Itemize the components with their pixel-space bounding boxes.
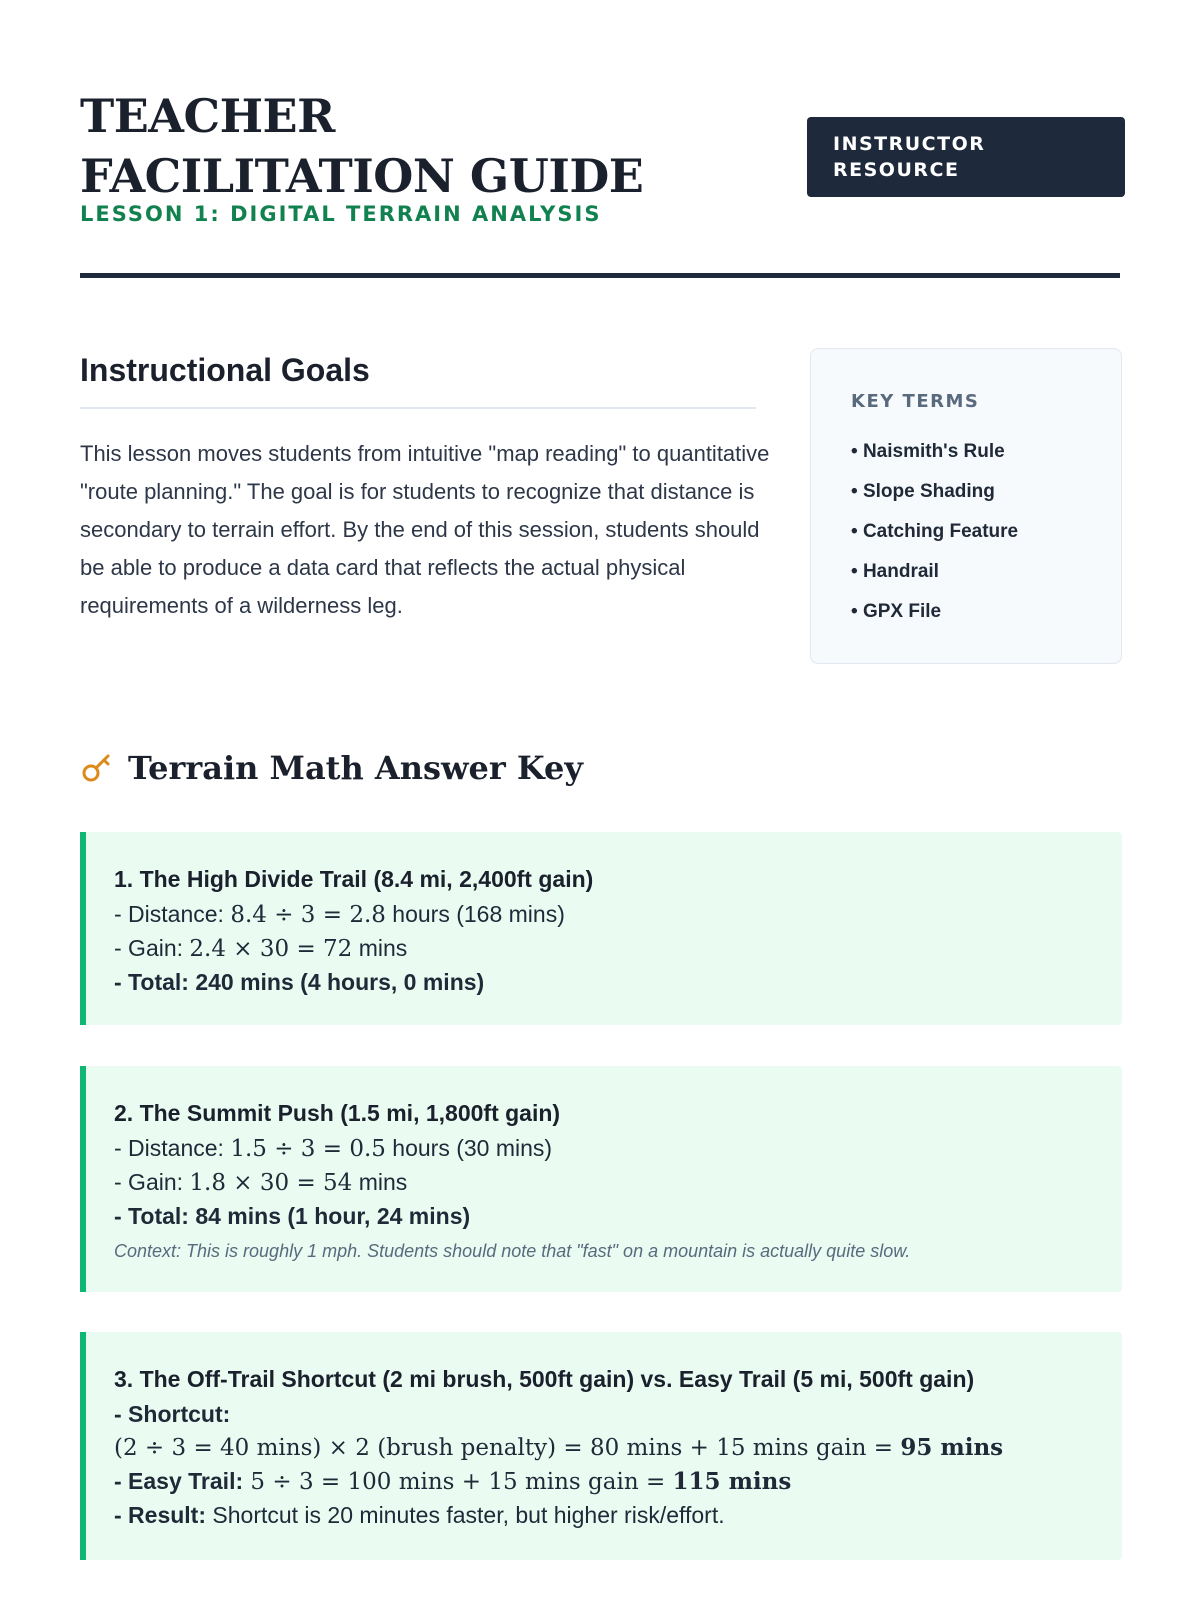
key-term-item: • Catching Feature [851,521,1019,542]
header [80,80,1120,280]
goals-body: This lesson moves students from intuitive "map reading" to quantitative "route planning." The goal is for students to recognize that distance is secondary to terrain effort. By the end of this session, students should be able to produce a data card that reflects the actual physical requirements of a wilderness leg. [80,441,770,618]
goals-divider [80,407,756,409]
page-title: TEACHER FACILITATION GUIDE [80,89,644,203]
key-term-item: • Handrail [851,561,939,582]
total-line: - Total: 84 mins (1 hour, 24 mins) [114,1203,471,1229]
page [80,0,1120,1600]
instructor-resource-badge: INSTRUCTOR RESOURCE [807,117,1125,197]
answer-key-heading [80,746,583,790]
gain-line: - Gain: 1.8 × 30 = 54 mins [114,1169,408,1196]
key-term-item: • Slope Shading [851,481,995,502]
problem-title: 3. The Off-Trail Shortcut (2 mi brush, 500ft gain) vs. Easy Trail (5 mi, 500ft gain) [114,1366,975,1392]
problem-card [80,832,1122,1025]
key-term-item: • Naismith's Rule [851,441,1005,462]
result-line: - Result: Shortcut is 20 minutes faster, but higher risk/effort. [114,1502,725,1528]
key-term-item: • GPX File [851,601,942,622]
key-icon [80,751,114,785]
shortcut-math-line: (2 ÷ 3 = 40 mins) × 2 (brush penalty) = 80 mins + 15 mins gain = 95 mins [114,1434,1004,1461]
distance-line: - Distance: 1.5 ÷ 3 = 0.5 hours (30 mins) [114,1135,553,1162]
key-terms-list [851,432,1081,632]
key-terms-card [810,348,1122,664]
goals-heading: Instructional Goals [80,352,370,388]
problem-title: 1. The High Divide Trail (8.4 mi, 2,400ft gain) [114,866,594,892]
lesson-subtitle: LESSON 1: DIGITAL TERRAIN ANALYSIS [80,202,602,226]
problem-title: 2. The Summit Push (1.5 mi, 1,800ft gain) [114,1100,561,1126]
key-terms-heading: KEY TERMS [851,391,980,412]
easy-trail-line: - Easy Trail: 5 ÷ 3 = 100 mins + 15 mins gain = 115 mins [114,1468,792,1495]
shortcut-label-line: - Shortcut: [114,1401,231,1427]
total-line: - Total: 240 mins (4 hours, 0 mins) [114,969,485,995]
distance-line: - Distance: 8.4 ÷ 3 = 2.8 hours (168 mins) [114,901,565,928]
header-divider [80,273,1120,278]
problem-card [80,1066,1122,1292]
problem-card [80,1332,1122,1560]
answer-key-title: Terrain Math Answer Key [128,749,583,787]
gain-line: - Gain: 2.4 × 30 = 72 mins [114,935,408,962]
context-note: Context: This is roughly 1 mph. Students should note that "fast" on a mountain is actually quite slow. [114,1241,911,1261]
